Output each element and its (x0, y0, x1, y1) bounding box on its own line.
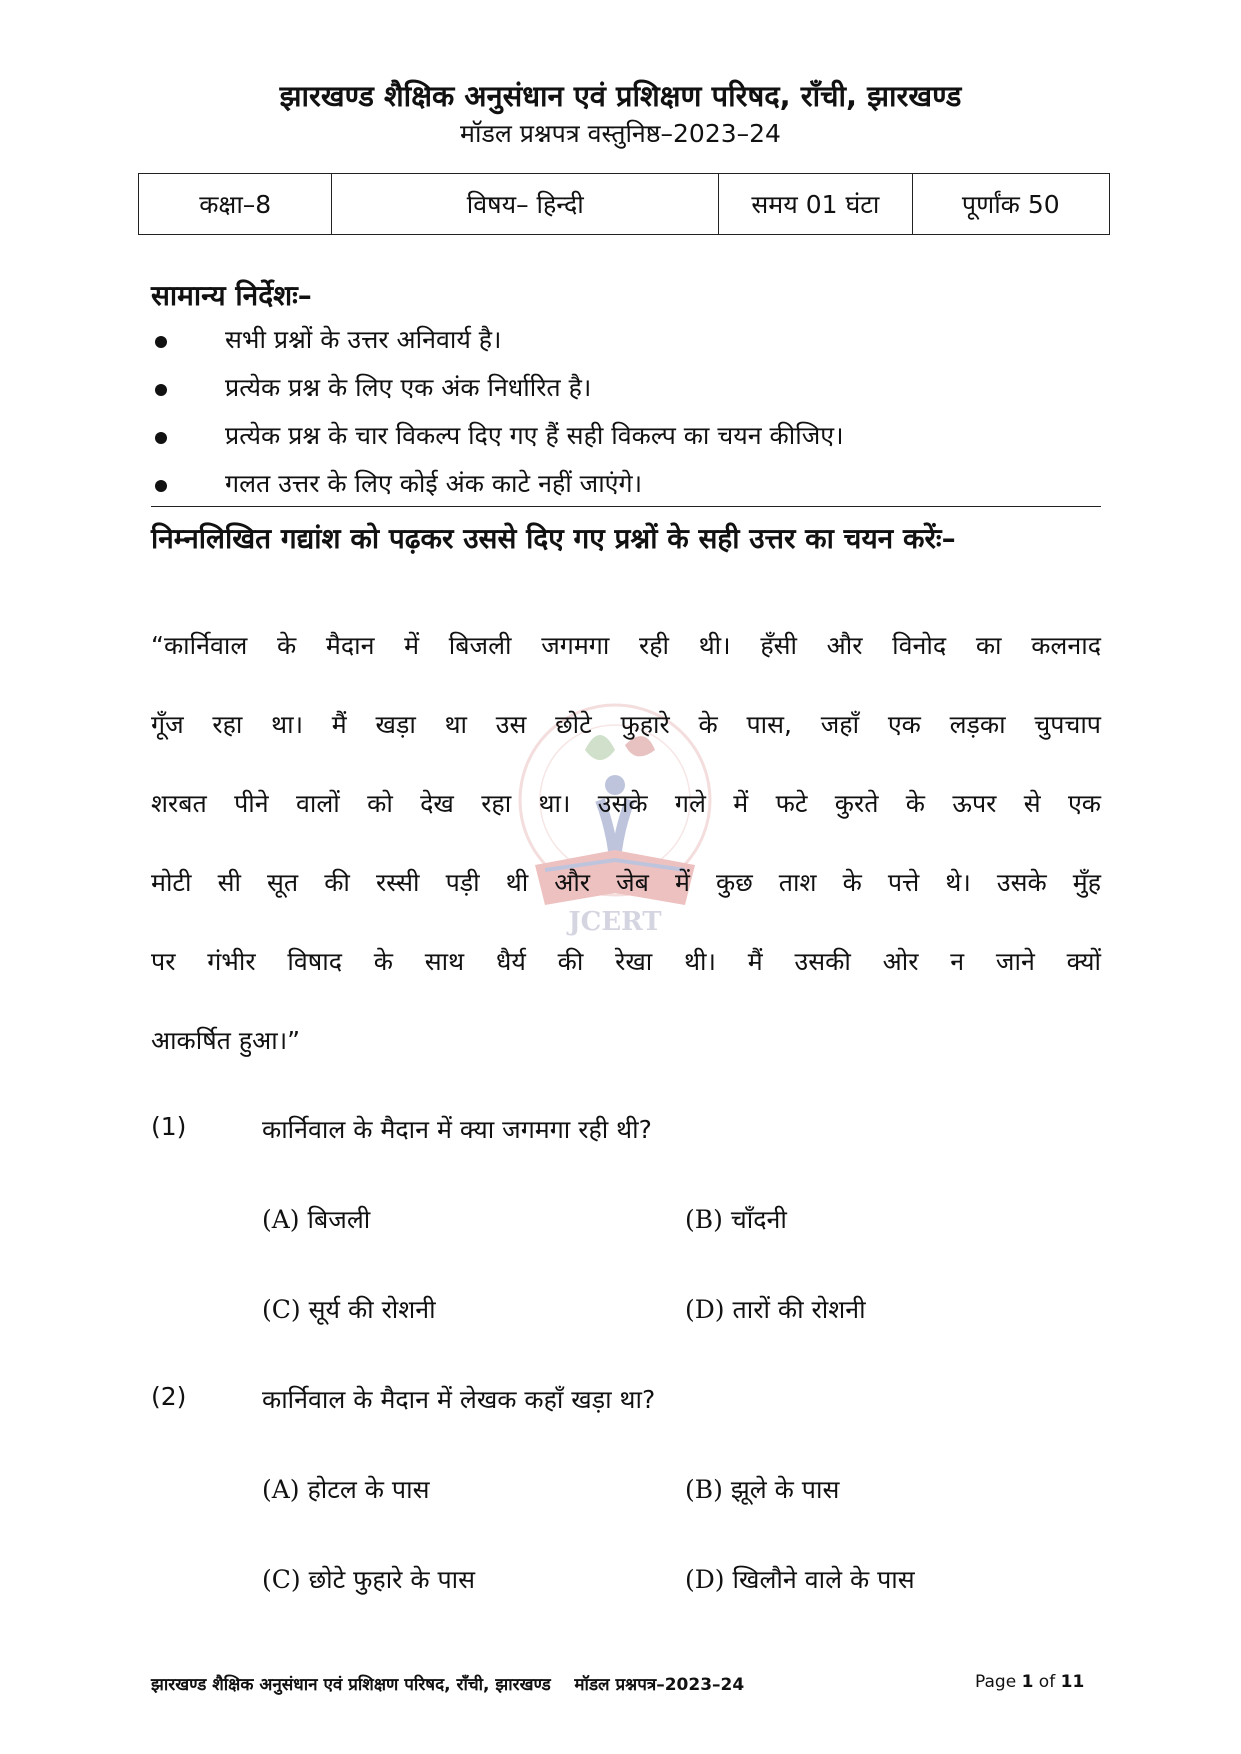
watermark-text: JCERT (568, 907, 662, 937)
passage-line: आकर्षित हुआ।” (151, 1026, 301, 1055)
time-cell: समय 01 घंटा (719, 174, 912, 235)
question-number: (1) (151, 1112, 187, 1141)
page-number (975, 1672, 1084, 1692)
question-number: (2) (151, 1382, 187, 1411)
bullet-icon (155, 432, 167, 444)
option-text: बिजली (307, 1205, 371, 1234)
footer-text: झारखण्ड शैक्षिक अनुसंधान एवं प्रशिक्षण परिषद, राँची, झारखण्ड मॉडल प्रश्नपत्र–2023–24 (151, 1675, 745, 1695)
section-divider (151, 506, 1101, 507)
option-a (262, 1472, 430, 1506)
option-label: (B) (685, 1205, 723, 1234)
option-label: (A) (262, 1205, 300, 1234)
passage-line: शरबत पीने वालों को देख रहा था। उसके गले में फटे कुरते के ऊपर से एक (151, 789, 1101, 818)
instruction-text: गलत उत्तर के लिए कोई अंक काटे नहीं जाएंगे। (225, 469, 643, 498)
option-c (262, 1562, 475, 1596)
passage-heading: निम्नलिखित गद्यांश को पढ़कर उससे दिए गए प्रश्नों के सही उत्तर का चयन करेंः– (151, 522, 956, 555)
page-total: 11 (1060, 1672, 1085, 1692)
option-b (685, 1472, 839, 1506)
option-label: (B) (685, 1475, 723, 1504)
option-d (685, 1562, 915, 1596)
marks-cell: पूर्णांक 50 (912, 174, 1109, 235)
passage-line: “कार्निवाल के मैदान में बिजली जगमगा रही थी। हँसी और विनोद का कलनाद (151, 631, 1101, 660)
option-text: झूले के पास (730, 1475, 840, 1504)
page-prefix: Page (975, 1672, 1022, 1692)
option-label: (C) (262, 1295, 301, 1324)
option-label: (D) (685, 1295, 725, 1324)
option-d (685, 1292, 866, 1326)
question-text: कार्निवाल के मैदान में लेखक कहाँ खड़ा था? (262, 1385, 656, 1414)
subject-cell: विषय– हिन्दी (332, 174, 719, 235)
bullet-icon (155, 480, 167, 492)
instruction-text: प्रत्येक प्रश्न के चार विकल्प दिए गए हैं सही विकल्प का चयन कीजिए। (225, 421, 844, 450)
option-label: (C) (262, 1565, 301, 1594)
option-text: सूर्य की रोशनी (308, 1295, 436, 1324)
passage-line: पर गंभीर विषाद के साथ धैर्य की रेखा थी। मैं उसकी ओर न जाने क्यों (151, 947, 1101, 976)
option-a (262, 1202, 370, 1236)
option-c (262, 1292, 436, 1326)
instructions-heading: सामान्य निर्देशः– (151, 279, 312, 312)
option-text: तारों की रोशनी (732, 1295, 866, 1324)
option-text: छोटे फुहारे के पास (308, 1565, 476, 1594)
passage-line: गूँज रहा था। मैं खड़ा था उस छोटे फुहारे के पास, जहाँ एक लड़का चुपचाप (151, 710, 1101, 739)
option-label: (D) (685, 1565, 725, 1594)
instruction-text: प्रत्येक प्रश्न के लिए एक अंक निर्धारित है। (225, 373, 592, 402)
class-cell: कक्षा–8 (139, 174, 332, 235)
option-text: खिलौने वाले के पास (732, 1565, 915, 1594)
page-of: of (1033, 1672, 1061, 1692)
option-label: (A) (262, 1475, 300, 1504)
question-text: कार्निवाल के मैदान में क्या जगमगा रही थी? (262, 1115, 652, 1144)
info-table (138, 173, 1110, 235)
option-text: होटल के पास (307, 1475, 430, 1504)
option-b (685, 1202, 787, 1236)
instruction-text: सभी प्रश्नों के उत्तर अनिवार्य है। (225, 325, 502, 354)
passage-line: मोटी सी सूत की रस्सी पड़ी थी और जेब में कुछ ताश के पत्ते थे। उसके मुँह (151, 868, 1101, 897)
bullet-icon (155, 336, 167, 348)
option-text: चाँदनी (730, 1205, 787, 1234)
page-subtitle: मॉडल प्रश्नपत्र वस्तुनिष्ठ–2023–24 (460, 119, 781, 148)
page-title: झारखण्ड शैक्षिक अनुसंधान एवं प्रशिक्षण परिषद, राँची, झारखण्ड (279, 79, 962, 113)
bullet-icon (155, 384, 167, 396)
page-current: 1 (1021, 1672, 1034, 1692)
